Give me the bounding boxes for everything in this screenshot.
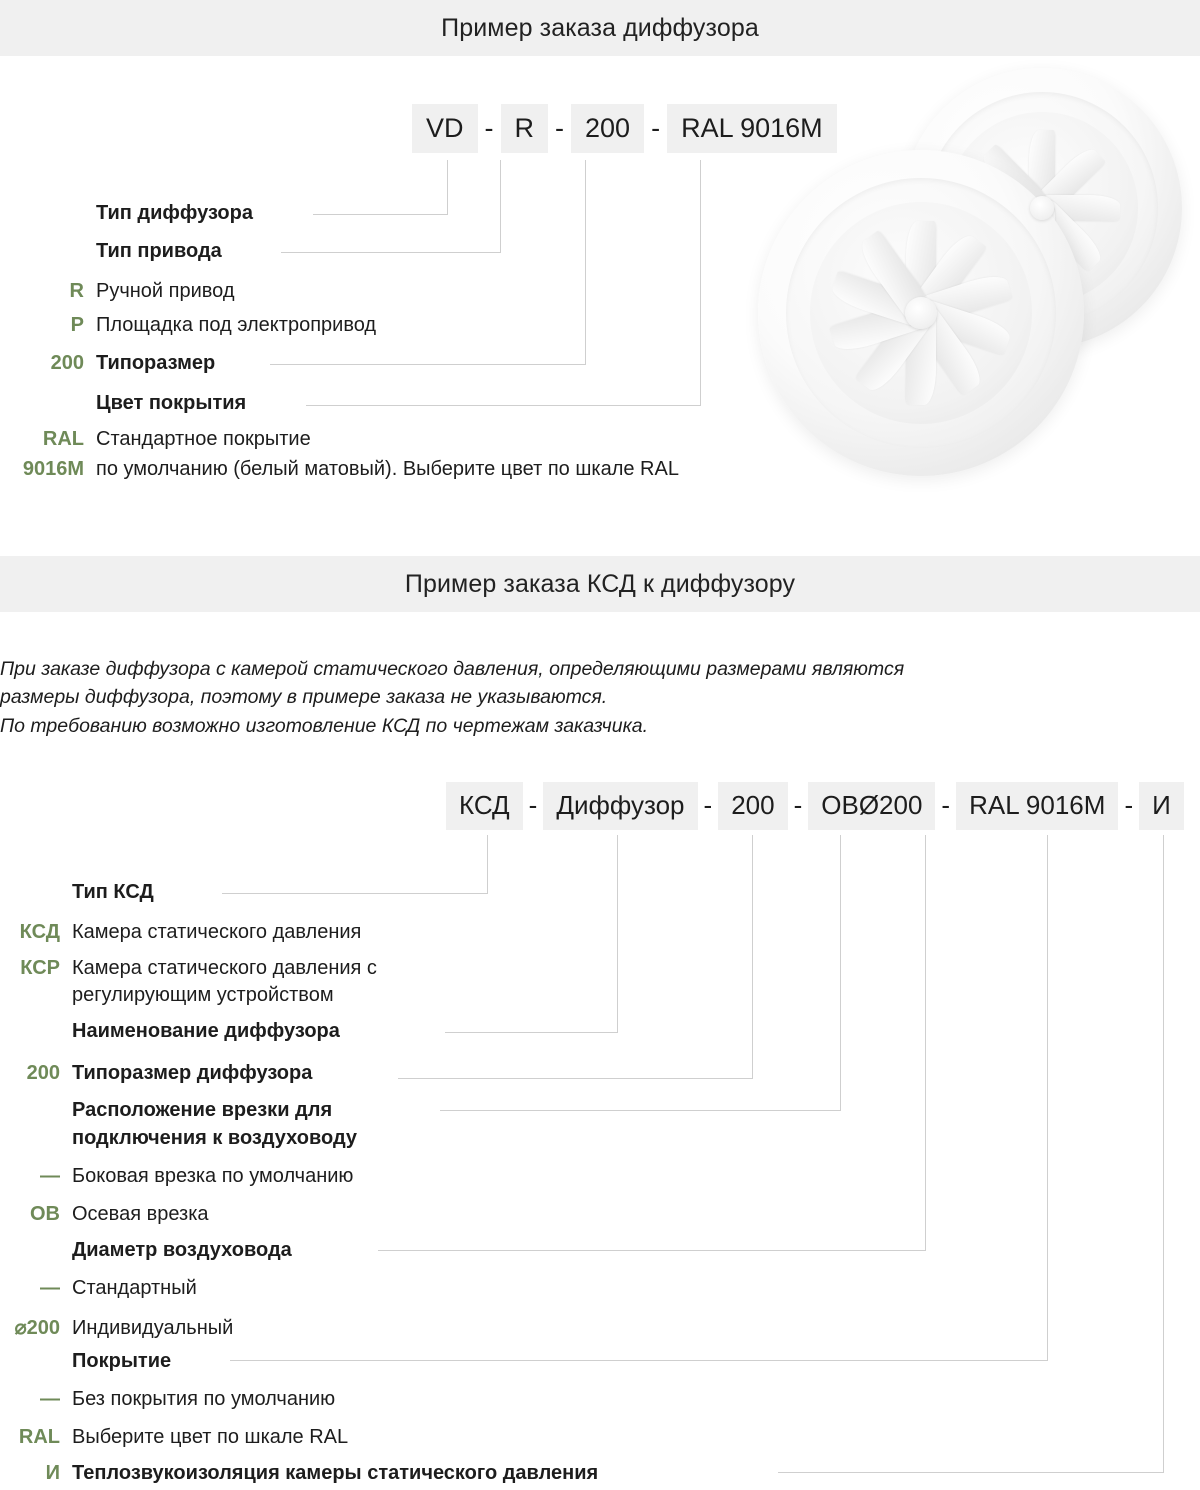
code-separator-4: - [941, 790, 951, 821]
diffuser-hub [1030, 196, 1054, 220]
legend-label: Цвет покрытия [96, 392, 247, 414]
legend-label: Индивидуальный [72, 1317, 234, 1339]
legend-key: И [45, 1462, 60, 1484]
ksd-note-line-1: При заказе диффузора с камерой статического давления, определяющими размерами являются [0, 658, 905, 680]
connector-v-color [700, 160, 701, 405]
legend-row-inlet-position-line2 [0, 1127, 357, 1150]
ksd-note-line-3: По требованию возможно изготовление КСД по чертежам заказчика. [0, 714, 649, 737]
legend-label: Ручной привод [96, 280, 235, 302]
legend-label: Осевая врезка [72, 1203, 209, 1225]
code-token-coating: RAL 9016M [956, 782, 1118, 830]
legend-row-insulation [0, 1462, 598, 1485]
ksd-note-line-2: размеры диффузора, поэтому в примере заказа не указываются. [0, 686, 608, 709]
legend-label: Выберите цвет по шкале RAL [72, 1426, 349, 1448]
legend-label: Наименование диффузора [72, 1020, 340, 1042]
code-token-size: 200 [571, 104, 644, 153]
code-separator-1: - [484, 113, 494, 144]
legend-row-ksd-chamber [0, 921, 361, 944]
legend-key: ОВ [30, 1203, 60, 1225]
legend-label: регулирующим устройством [72, 984, 334, 1006]
connector-h-size [270, 364, 586, 365]
section-title-ksd: Пример заказа КСД к диффузору [404, 569, 796, 598]
legend-label: Покрытие [72, 1350, 172, 1372]
legend-key: 200 [26, 1062, 60, 1084]
diffuser-hub [905, 297, 937, 329]
legend-key: — [40, 1277, 60, 1299]
code-separator-3: - [651, 113, 661, 144]
legend-row-duct-custom [0, 1315, 233, 1340]
legend-label: подключения к воздуховоду [72, 1127, 358, 1149]
ksd-note [0, 655, 1180, 740]
legend-row-diffuser-size [0, 1062, 312, 1085]
connector-h-drive [281, 252, 501, 253]
connector-v-coating [1047, 835, 1048, 1360]
connector-h-diameter [378, 1250, 926, 1251]
code-token-drive: R [501, 104, 549, 153]
connector-v-type [447, 160, 448, 214]
legend-label: по умолчанию (белый матовый). Выберите цвет по шкале RAL [96, 458, 679, 480]
legend-label: Типоразмер [96, 352, 216, 374]
legend-key: — [40, 1165, 60, 1187]
legend-row-side-inlet [0, 1165, 353, 1188]
connector-h-ksd-type [222, 893, 488, 894]
legend-label: Стандартный [72, 1277, 197, 1299]
section-header-ksd [0, 556, 1200, 612]
legend-label: Камера статического давления [72, 921, 362, 943]
legend-key: 9016M [22, 458, 84, 480]
legend-key: 200 [50, 352, 84, 374]
legend-label: Расположение врезки для [72, 1099, 333, 1121]
code-separator-1: - [528, 790, 538, 821]
code-separator-3: - [793, 790, 803, 821]
code-token-color: RAL 9016M [667, 104, 837, 153]
code-token-type: VD [412, 104, 478, 153]
legend-row-diffuser-name [0, 1020, 340, 1043]
legend-key: R [69, 280, 84, 302]
legend-key: ⌀200 [14, 1317, 60, 1339]
legend-key: RAL [18, 1426, 60, 1448]
legend-row-ral-scale [0, 1426, 348, 1449]
connector-v-size [585, 160, 586, 364]
legend-label: Тип диффузора [96, 202, 253, 224]
legend-label: Без покрытия по умолчанию [72, 1388, 336, 1410]
connector-h-insulation [778, 1472, 1164, 1473]
legend-row-axial-inlet [0, 1203, 209, 1226]
code-separator-5: - [1124, 790, 1134, 821]
diffuser-illustration [750, 58, 1190, 478]
legend-key: — [40, 1388, 60, 1410]
legend-row-ksd-type [0, 881, 154, 904]
legend-row-no-coating [0, 1388, 335, 1411]
legend-key: КСР [20, 957, 60, 979]
connector-v-diameter [925, 835, 926, 1250]
legend-label: Теплозвукоизоляция камеры статического давления [72, 1462, 599, 1484]
legend-label: Диаметр воздуховода [72, 1239, 292, 1261]
code-separator-2: - [703, 790, 713, 821]
legend-label: Типоразмер диффузора [72, 1062, 313, 1084]
legend-key: P [70, 314, 84, 336]
legend-row-inlet-position [0, 1099, 332, 1122]
legend-label: Стандартное покрытие [96, 428, 311, 450]
connector-v-drive [500, 160, 501, 252]
legend-row-manual-drive [0, 280, 235, 303]
code-token-ksd-type: КСД [446, 782, 523, 830]
connector-v-name [617, 835, 618, 1032]
legend-row-coating-color [0, 392, 246, 415]
connector-v-insulation [1163, 835, 1164, 1472]
connector-h-size [398, 1078, 753, 1079]
connector-h-inlet [440, 1110, 841, 1111]
legend-row-ksr-chamber-line2 [0, 984, 334, 1007]
legend-row-coating [0, 1350, 171, 1373]
legend-row-duct-standard [0, 1277, 197, 1300]
connector-h-color [306, 405, 701, 406]
legend-row-diffuser-type [0, 202, 306, 225]
code-token-inlet: ОВØ200 [808, 782, 935, 830]
legend-row-drive-type [0, 240, 306, 263]
legend-label: Камера статического давления с [72, 957, 377, 979]
legend-row-electric-drive [0, 314, 376, 337]
order-code-ksd [446, 782, 1184, 830]
legend-key: КСД [19, 921, 60, 943]
legend-label: Площадка под электропривод [96, 314, 377, 336]
legend-row-ral-standard [0, 428, 311, 451]
connector-v-ksd-type [487, 835, 488, 893]
connector-h-type [313, 214, 448, 215]
connector-h-name [445, 1032, 618, 1033]
legend-label: Тип КСД [72, 881, 154, 903]
legend-key: RAL [42, 428, 84, 450]
legend-row-ral-default [0, 458, 679, 481]
connector-v-size [752, 835, 753, 1078]
legend-row-size [0, 352, 215, 375]
section-title-diffuser: Пример заказа диффузора [441, 13, 759, 42]
legend-row-ksr-chamber [0, 957, 377, 980]
section-header-diffuser [0, 0, 1200, 56]
legend-label: Тип привода [96, 240, 222, 262]
code-separator-2: - [555, 113, 565, 144]
code-token-diffuser-name: Диффузор [543, 782, 697, 830]
code-token-insulation: И [1139, 782, 1184, 830]
legend-row-duct-diameter [0, 1239, 292, 1262]
legend-label: Боковая врезка по умолчанию [72, 1165, 354, 1187]
connector-h-coating [230, 1360, 1048, 1361]
connector-v-inlet [840, 835, 841, 1110]
code-token-diffuser-size: 200 [718, 782, 787, 830]
